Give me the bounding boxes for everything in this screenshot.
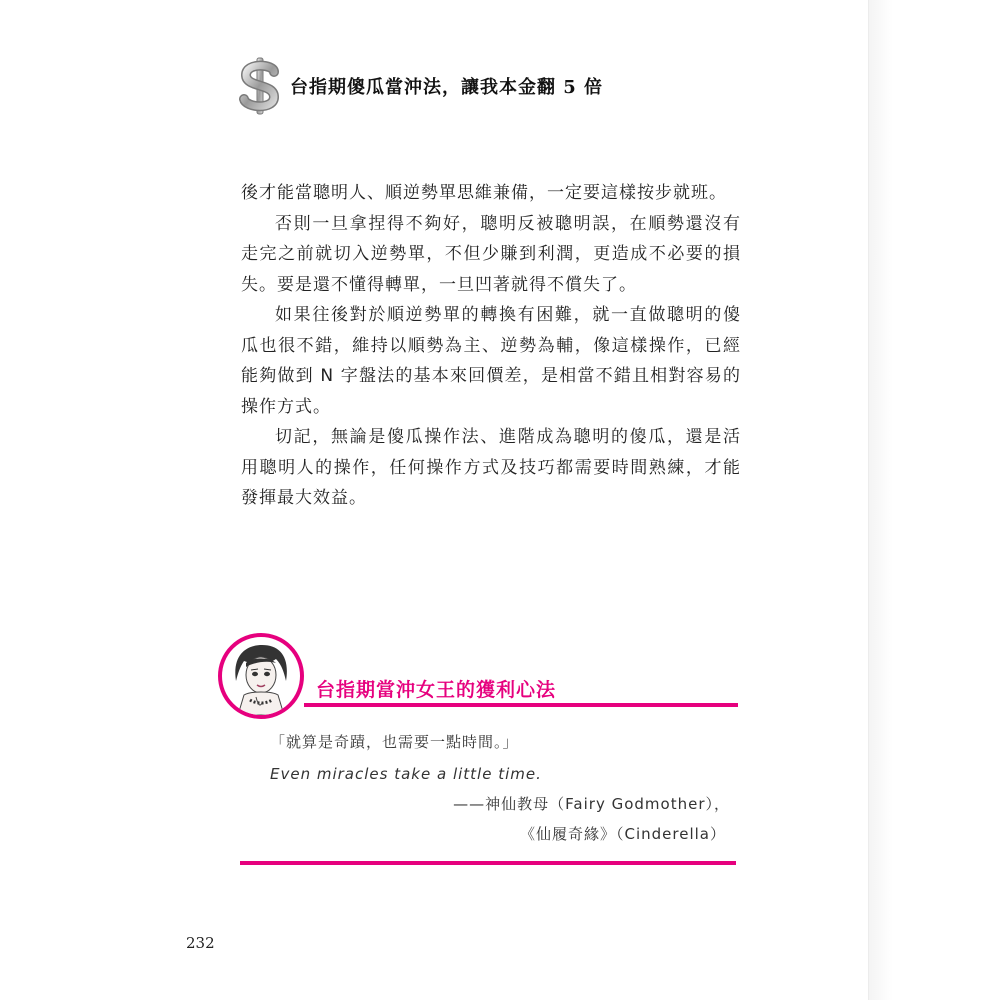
divider-bottom [240, 861, 736, 865]
quote-english: Even miracles take a little time. [270, 765, 542, 783]
body-text [241, 178, 741, 514]
quote-box [240, 633, 738, 873]
quote-attribution: ——神仙教母（Fairy Godmother）， [453, 795, 730, 813]
running-header [238, 56, 758, 116]
paragraph: 切記，無論是傻瓜操作法、進階成為聰明的傻瓜，還是活用聰明人的操作，任何操作方式及技巧都需要時間熟練，才能發揮最大效益。 [241, 427, 741, 508]
quote-source: 《仙履奇緣》（Cinderella） [520, 825, 726, 843]
divider-top [304, 703, 738, 707]
header-title: 台指期傻瓜當沖法，讓我本金翻 5 倍 [290, 77, 604, 98]
page-number: 232 [186, 934, 215, 952]
paragraph: 否則一旦拿捏得不夠好，聰明反被聰明誤，在順勢還沒有走完之前就切入逆勢單，不但少賺到利潤，更造成不必要的損失。要是還不懂得轉單，一旦凹著就得不償失了。 [241, 213, 741, 295]
woman-avatar-icon [222, 637, 300, 715]
paragraph: 後才能當聰明人、順逆勢單思維兼備，一定要這樣按步就班。 [241, 183, 727, 203]
page-edge-shadow [868, 0, 1000, 1000]
quote-box-title: 台指期當沖女王的獲利心法 [316, 679, 557, 701]
avatar [218, 633, 304, 719]
paragraph: 如果往後對於順逆勢單的轉換有困難，就一直做聰明的傻瓜也很不錯，維持以順勢為主、逆勢為輔，像這樣操作，已經能夠做到 N 字盤法的基本來回價差，是相當不錯且相對容易的操作方式。 [241, 305, 741, 417]
quote-chinese: 「就算是奇蹟，也需要一點時間。」 [270, 733, 519, 751]
dollar-sign-icon [238, 56, 282, 116]
